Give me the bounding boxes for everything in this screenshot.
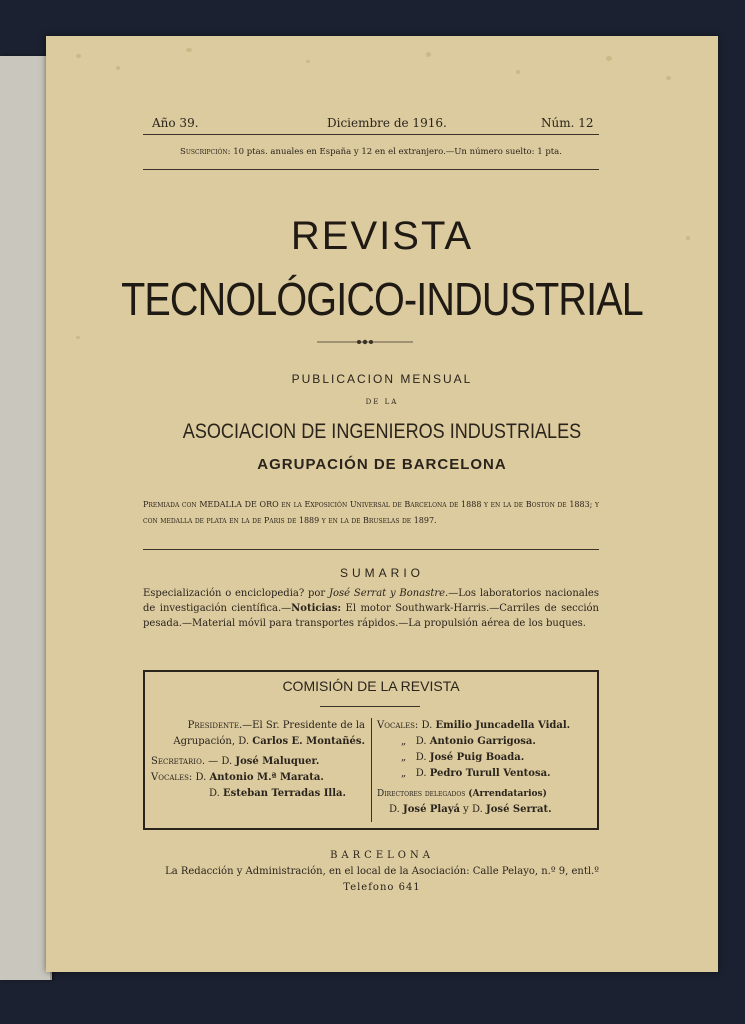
- magazine-cover: [46, 36, 718, 972]
- issue-date: Diciembre de 1916.: [327, 116, 447, 130]
- adjacent-page-edge: [0, 56, 52, 980]
- title-line-2: TECNOLÓGICO-INDUSTRIAL: [121, 273, 643, 325]
- summary-text: Especialización o enciclopedia? por José Serrat y Bonastre.—Los laboratorios nacionales de investigación científica.—Noticias: El motor Southwark-Harris.—Carriles de sección pesada.—Material móvil para transportes rápidos.—La propulsión aérea de los buques.: [143, 588, 599, 629]
- summary-heading: SUMARIO: [339, 566, 424, 580]
- subscription-rule: [143, 169, 599, 170]
- committee-rule: [320, 706, 420, 707]
- footer-address: La Redacción y Administración, en el local de la Asociación: Calle Pelayo, n.º 9, entl.º: [165, 866, 599, 877]
- awards-text: Premiada con MEDALLA DE ORO en la Exposición Universal de Barcelona de 1888 y en la de Boston de 1883; y con medalla de plata en la de Paris de 1889 y en la de Bruselas de 1897.: [143, 500, 599, 525]
- association-name: ASOCIACION DE INGENIEROS INDUSTRIALES: [182, 420, 582, 443]
- committee-box: [143, 670, 599, 830]
- footer-city: BARCELONA: [330, 850, 434, 861]
- committee-left-column: Presidente.—El Sr. Presidente de la Agrupación, D. Carlos E. Montañés. Secretario. — D. José Maluquer. Vocales: D. Antonio M.ª Marata. D. Esteban Terradas Illa.: [151, 720, 365, 799]
- committee-title: COMISIÓN DE LA REVISTA: [282, 678, 460, 694]
- title-line-1: REVISTA: [290, 214, 474, 258]
- publication-type: PUBLICACION MENSUAL: [291, 372, 473, 386]
- group-name: AGRUPACIÓN DE BARCELONA: [257, 456, 507, 473]
- committee-right-column: Vocales: D. Emilio Juncadella Vidal. „ D. Antonio Garrigosa. „ D. José Puig Boada. „ D. Pedro Turull Ventosa. Directores delegados (Arrendatarios) D. José Playá y D. José Serrat.: [377, 720, 571, 815]
- subscription-line: Suscripción: 10 ptas. anuales en España y 12 en el extranjero.—Un número suelto: 1 pta.: [180, 147, 562, 157]
- issue-number: Núm. 12: [541, 116, 594, 130]
- title-ornament: [317, 339, 413, 345]
- header-rule: [143, 134, 599, 135]
- issue-year: Año 39.: [152, 116, 199, 130]
- column-divider: [371, 718, 372, 822]
- awards-rule: [143, 549, 599, 550]
- footer-phone: Telefono 641: [343, 882, 421, 893]
- de-la: DE LA: [365, 398, 399, 406]
